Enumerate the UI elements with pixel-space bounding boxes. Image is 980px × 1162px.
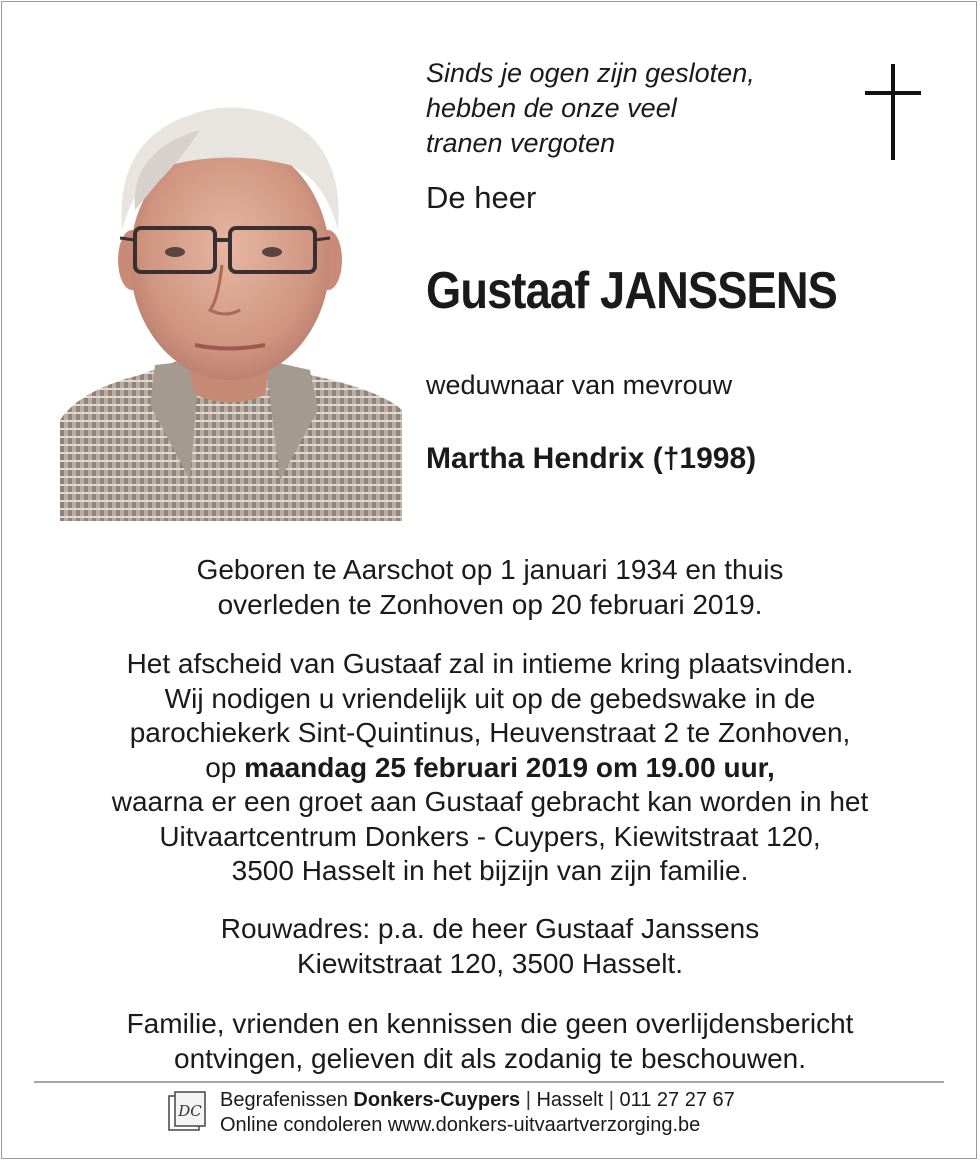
text-line: Familie, vrienden en kennissen die geen overlijdensbericht	[126, 1008, 854, 1039]
text-line: Geboren te Aarschot op 1 januari 1934 en thuis	[196, 554, 784, 585]
footer-info	[220, 1088, 735, 1138]
honorific-title: De heer	[426, 180, 537, 215]
mourning-address	[20, 912, 960, 981]
text-line: Kiewitstraat 120, 3500 Hasselt.	[297, 947, 683, 979]
text-line: waarna er een groet aan Gustaaf gebracht kan worden in het	[111, 786, 869, 817]
poem-quote	[426, 56, 846, 161]
poem-line: tranen vergoten	[426, 128, 616, 158]
poem-line: Sinds je ogen zijn gesloten,	[426, 58, 755, 88]
funeral-home-logo-icon	[167, 1090, 207, 1134]
footer-divider	[34, 1081, 944, 1083]
poem-line: hebben de onze veel	[426, 93, 677, 123]
company-city: Hasselt	[536, 1089, 604, 1111]
portrait-photo	[60, 60, 402, 521]
text-line: Rouwadres: p.a. de heer Gustaaf Janssens	[220, 913, 760, 944]
widower-label: weduwnaar van mevrouw	[426, 370, 733, 400]
footer-line-company	[220, 1088, 735, 1113]
text-line: Wij nodigen u vriendelijk uit op de gebedswake in de	[164, 682, 816, 714]
text-line: Het afscheid van Gustaaf zal in intieme kring plaatsvinden.	[126, 648, 854, 679]
text-line: 3500 Hasselt in het bijzijn van zijn familie.	[231, 855, 749, 886]
spouse-name: Martha Hendrix (†1998)	[426, 442, 757, 475]
condolence-link[interactable]: Online condoleren www.donkers-uitvaartverzorging.be	[220, 1114, 701, 1136]
deceased-name: Gustaaf JANSSENS	[426, 262, 837, 320]
logo-letters: DC	[178, 1102, 202, 1120]
text-line: ontvingen, gelieven dit als zodanig te beschouwen.	[174, 1042, 806, 1074]
company-phone[interactable]: 011 27 27 67	[619, 1089, 735, 1111]
notice-paragraph	[20, 1007, 960, 1076]
birth-death-paragraph	[20, 553, 960, 622]
text-prefix: op	[205, 751, 245, 783]
ceremony-paragraph	[20, 647, 960, 889]
text-line	[20, 751, 960, 786]
text-line: parochiekerk Sint-Quintinus, Heuvenstraat 2 te Zonhoven,	[129, 717, 851, 748]
text-line: overleden te Zonhoven op 20 februari 2019.	[217, 588, 763, 620]
ceremony-date: maandag 25 februari 2019 om 19.00 uur,	[244, 751, 775, 783]
text-line: Uitvaartcentrum Donkers - Cuypers, Kiewitstraat 120,	[159, 820, 821, 852]
separator: |	[520, 1089, 537, 1111]
company-name: Donkers-Cuypers	[353, 1089, 521, 1111]
company-prefix: Begrafenissen	[220, 1089, 354, 1111]
separator: |	[603, 1089, 620, 1111]
cross-icon	[865, 64, 921, 160]
